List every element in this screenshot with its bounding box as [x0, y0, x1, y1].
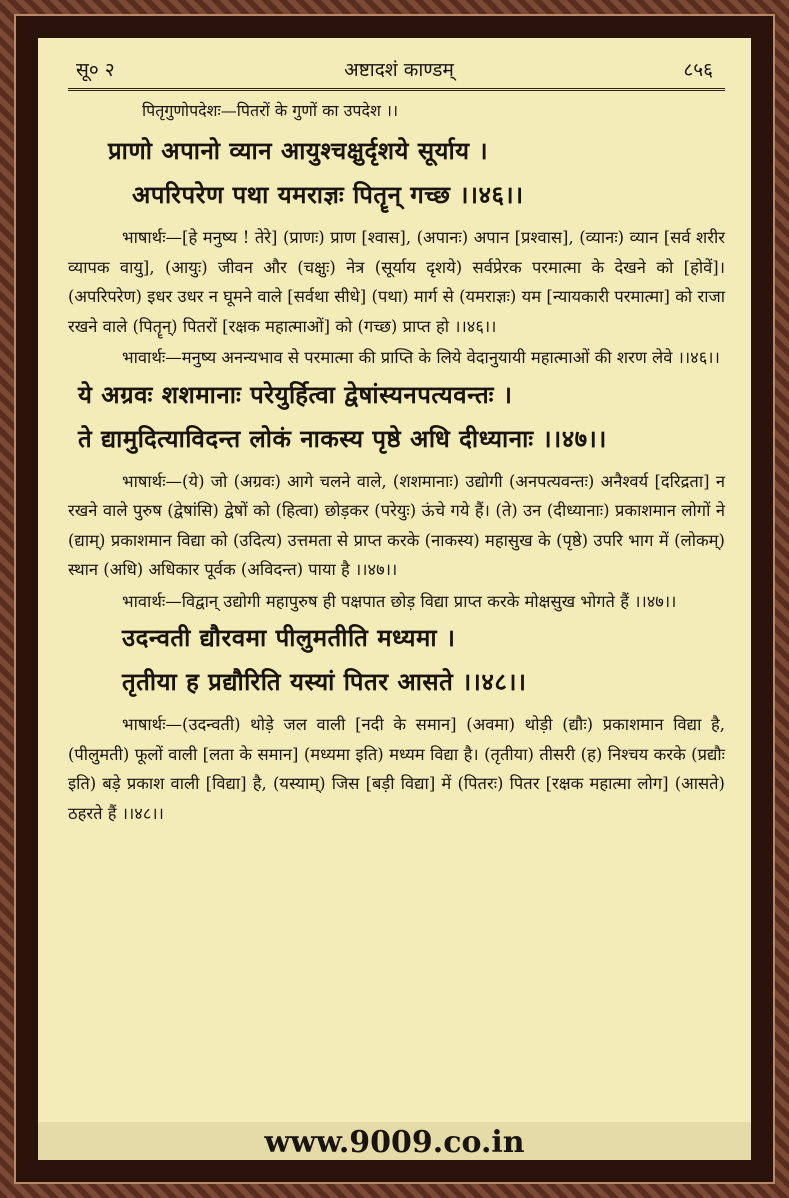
- mantra-48-line-1: उदन्वती द्यौरवमा पीलुमतीति मध्यमा ।: [122, 623, 456, 652]
- scripture-page: [38, 38, 751, 1160]
- bhavartha-46: भावार्थः—मनुष्य अनन्यभाव से परमात्मा की प्राप्ति के लिये वेदानुयायी महात्माओं की शरण लेवे ।।४६।।: [122, 348, 720, 367]
- mantra-48-line-2: तृतीया ह प्रद्यौरिति यस्यां पितर आसते ।।४८।।: [122, 667, 527, 696]
- mantra-47-line-2: ते द्यामुदित्याविदन्त लोकं नाकस्य पृष्ठे अधि दीध्यानाः ।।४७।।: [78, 423, 607, 453]
- bhashartha-47: भाषार्थः—(ये) जो (अग्रवः) आगे चलने वाले, (शशमानाः) उद्योगी (अनपत्यवन्तः) अनैश्वर्य [दरिद्रता] न रखने वाले पुरुष (द्वेषांसि) द्वेषों को (हित्वा) छोड़कर (परेयुः) ऊंचे गये हैं। (ते) उन (दीध्यानाः) प्रकाशमान लोगों ने (द्याम्) प्रकाशमान विद्या को (उदित्य) उत्तमता से प्राप्त करके (नाकस्य) महासुख के (पृष्ठे) उपरि भाग में (लोकम्) स्थान (अधि) अधिकार पूर्वक (अविदन्त) पाया है ।।४७।।: [68, 471, 725, 579]
- sukta-number: सू० २: [76, 59, 115, 81]
- kanda-title: अष्टादशं काण्डम्: [344, 59, 454, 81]
- page-number: ८५६: [683, 59, 713, 81]
- bhashartha-48: भाषार्थः—(उदन्वती) थोड़े जल वाली [नदी के समान] (अवमा) थोड़ी (द्यौः) प्रकाशमान विद्या है, (पीलुमती) फूलों वाली [लता के समान] (मध्यमा इति) मध्यम विद्या है। (तृतीया) तीसरी (ह) निश्चय करके (प्रद्यौः इति) बड़े प्रकाश वाली [विद्या] है, (यस्याम्) जिस [बड़ी विद्या] में (पितरः) पितर [रक्षक महात्मा लोग] (आसते) ठहरते हैं ।।४८।।: [68, 715, 725, 823]
- mantra-46-line-1: प्राणो अपानो व्यान आयुश्चक्षुर्दृशये सूर्याय ।: [108, 136, 489, 165]
- bhavartha-47: भावार्थः—विद्वान् उद्योगी महापुरुष ही पक्षपात छोड़ विद्या प्राप्त करके मोक्षसुख भोगते हैं ।।४७।।: [122, 591, 677, 611]
- topic-line: पितृगुणोपदेशः—पितरों के गुणों का उपदेश ।।: [142, 101, 399, 120]
- header-rule: [68, 88, 725, 91]
- page-header: [68, 56, 725, 88]
- mantra-46-line-2: अपरिपरेण पथा यमराज्ञः पितॄन् गच्छ ।।४६।।: [132, 180, 524, 209]
- bhashartha-46: भाषार्थः—[हे मनुष्य ! तेरे] (प्राणः) प्राण [श्वास], (अपानः) अपान [प्रश्वास], (व्यानः) व्यान [सर्व शरीर व्यापक वायु], (आयुः) जीवन और (चक्षुः) नेत्र (सूर्याय दृशये) सर्वप्रेरक परमात्मा के देखने को [होवें]। (अपरिपरेण) इधर उधर न घूमने वाले [सर्वथा सीधे] (पथा) मार्ग से (यमराज्ञः) यम [न्यायकारी परमात्मा] को राजा रखने वाले (पितॄन्) पितरों [रक्षक महात्माओं] को (गच्छ) प्राप्त हो ।।४६।।: [68, 228, 725, 336]
- website-footer: www.9009.co.in: [38, 1122, 751, 1160]
- mantra-47-line-1: ये अग्रवः शशमानाः परेयुर्हित्वा द्वेषांस्यनपत्यवन्तः ।: [78, 379, 513, 409]
